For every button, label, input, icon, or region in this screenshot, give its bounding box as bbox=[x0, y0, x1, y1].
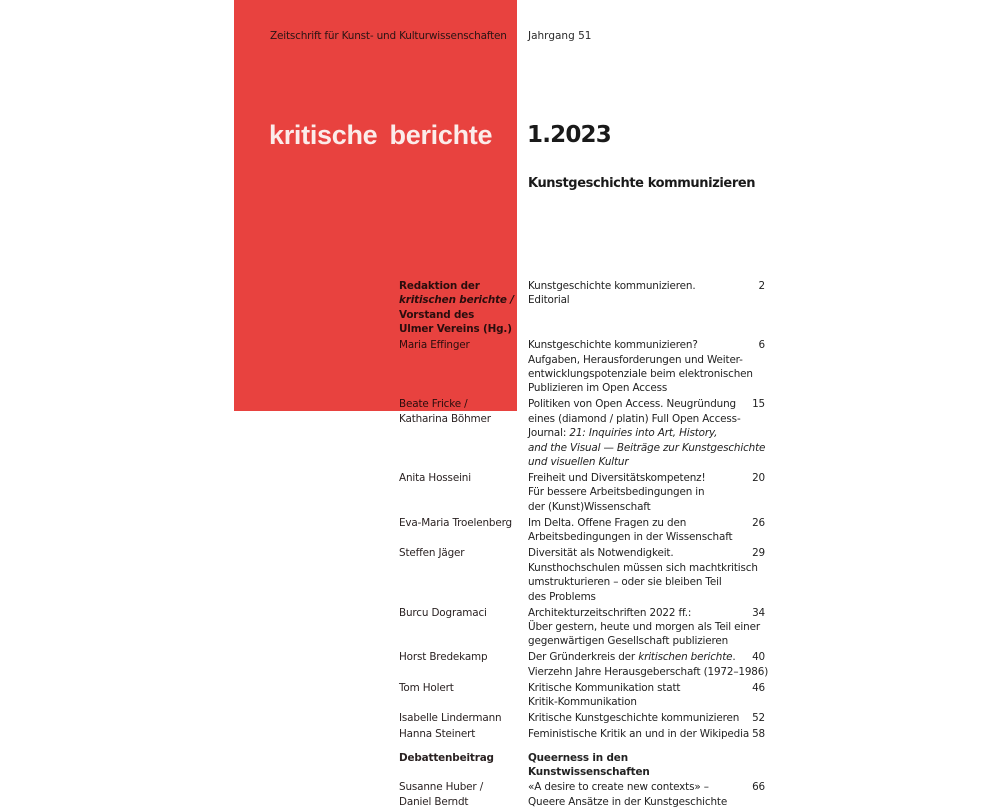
toc-author: Steffen Jäger bbox=[399, 547, 465, 560]
toc-title: Freiheit und Diversitätskompetenz! Für bessere Arbeitsbedingungen in der (Kunst)Wissenschaft bbox=[528, 472, 706, 513]
toc-page-number: 40 bbox=[752, 651, 765, 664]
toc-page-number: 6 bbox=[758, 339, 765, 352]
toc-author: Eva-Maria Troelenberg bbox=[399, 516, 512, 529]
toc-page-number: 34 bbox=[752, 606, 765, 619]
toc-page-number: 15 bbox=[752, 398, 765, 411]
toc-author: Susanne Huber / Daniel Berndt bbox=[399, 781, 484, 808]
toc-author: Horst Bredekamp bbox=[399, 651, 488, 664]
toc-page-number: 52 bbox=[752, 712, 765, 725]
toc-entry-fricke-boehmer[interactable] bbox=[399, 397, 765, 469]
toc-page-number: 26 bbox=[752, 516, 765, 529]
toc-author: Redaktion der kritischen berichte / Vorstand des Ulmer Vereins (Hg.) bbox=[399, 280, 514, 336]
toc-title: Im Delta. Offene Fragen zu den Arbeitsbedingungen in der Wissenschaft bbox=[528, 516, 733, 544]
section-label: Debattenbeitrag bbox=[399, 751, 494, 764]
toc-entry-troelenberg[interactable] bbox=[399, 516, 765, 545]
section-title: Queerness in den Kunstwissenschaften bbox=[528, 751, 650, 778]
toc-author: Burcu Dogramaci bbox=[399, 606, 487, 619]
toc-title: Kritische Kunstgeschichte kommunizieren bbox=[528, 712, 740, 725]
toc-author: Anita Hosseini bbox=[399, 472, 471, 485]
issue-number: 1.2023 bbox=[527, 122, 611, 148]
toc-author: Maria Effinger bbox=[399, 339, 470, 352]
issue-theme: Kunstgeschichte kommunizieren bbox=[528, 176, 756, 191]
journal-subtitle: Zeitschrift für Kunst- und Kulturwissenschaften bbox=[270, 30, 507, 42]
toc-page-number: 66 bbox=[752, 781, 765, 794]
toc-entry-holert[interactable] bbox=[399, 681, 765, 710]
toc-page-number: 46 bbox=[752, 681, 765, 694]
toc-entry-effinger[interactable] bbox=[399, 338, 765, 396]
toc-author: Isabelle Lindermann bbox=[399, 712, 502, 725]
toc-entry-dogramaci[interactable] bbox=[399, 606, 765, 649]
toc-entry-lindermann[interactable] bbox=[399, 711, 765, 725]
toc-author: Beate Fricke / Katharina Böhmer bbox=[399, 398, 491, 425]
journal-title: kritische berichte bbox=[269, 120, 493, 150]
toc-title: Feministische Kritik an und in der Wikipedia bbox=[528, 728, 750, 741]
toc-author: Tom Holert bbox=[399, 681, 454, 694]
toc-entry-hosseini[interactable] bbox=[399, 471, 765, 514]
toc-entry-huber-berndt[interactable] bbox=[399, 780, 765, 809]
toc-title: Kritische Kommunikation statt Kritik-Kommunikation bbox=[528, 681, 681, 709]
toc-title: Architekturzeitschriften 2022 ff.: Über gestern, heute und morgen als Teil einer gegenwärtigen Gesellschaft publizieren bbox=[528, 606, 760, 648]
toc-entry-jaeger[interactable] bbox=[399, 546, 765, 604]
toc-author: Hanna Steinert bbox=[399, 728, 476, 741]
toc-page-number: 58 bbox=[752, 728, 765, 741]
toc-section-header bbox=[399, 751, 765, 780]
toc-title: Politiken von Open Access. Neugründung eines (diamond / platin) Full Open Access- Journal: 21: Inquiries into Art, History, and the Visual — Beiträge zur Kunstgeschichte und visuellen Kultur bbox=[528, 398, 766, 469]
volume-label: Jahrgang 51 bbox=[528, 30, 592, 42]
toc-title: Kunstgeschichte kommunizieren. Editorial bbox=[528, 280, 696, 307]
toc-entry-bredekamp[interactable] bbox=[399, 650, 769, 679]
toc-title: «A desire to create new contexts» – Queere Ansätze in der Kunstgeschichte bbox=[528, 781, 728, 808]
toc-title: Diversität als Notwendigkeit. Kunsthochschulen müssen sich machtkritisch umstrukturieren – oder sie bleiben Teil des Problems bbox=[528, 547, 758, 603]
toc-page-number: 2 bbox=[758, 280, 765, 292]
toc-title: Der Gründerkreis der kritischen berichte. Vierzehn Jahre Herausgeberschaft (1972–1986) bbox=[528, 651, 769, 678]
table-of-contents bbox=[399, 279, 769, 811]
toc-page-number: 20 bbox=[752, 472, 765, 485]
toc-entry-editorial[interactable] bbox=[399, 279, 765, 337]
toc-page-number: 29 bbox=[752, 547, 765, 560]
toc-entry-steinert[interactable] bbox=[399, 727, 765, 741]
toc-title: Kunstgeschichte kommunizieren? Aufgaben, Herausforderungen und Weiter- entwicklungspotenziale beim elektronischen Publizieren im Open Access bbox=[528, 339, 753, 395]
